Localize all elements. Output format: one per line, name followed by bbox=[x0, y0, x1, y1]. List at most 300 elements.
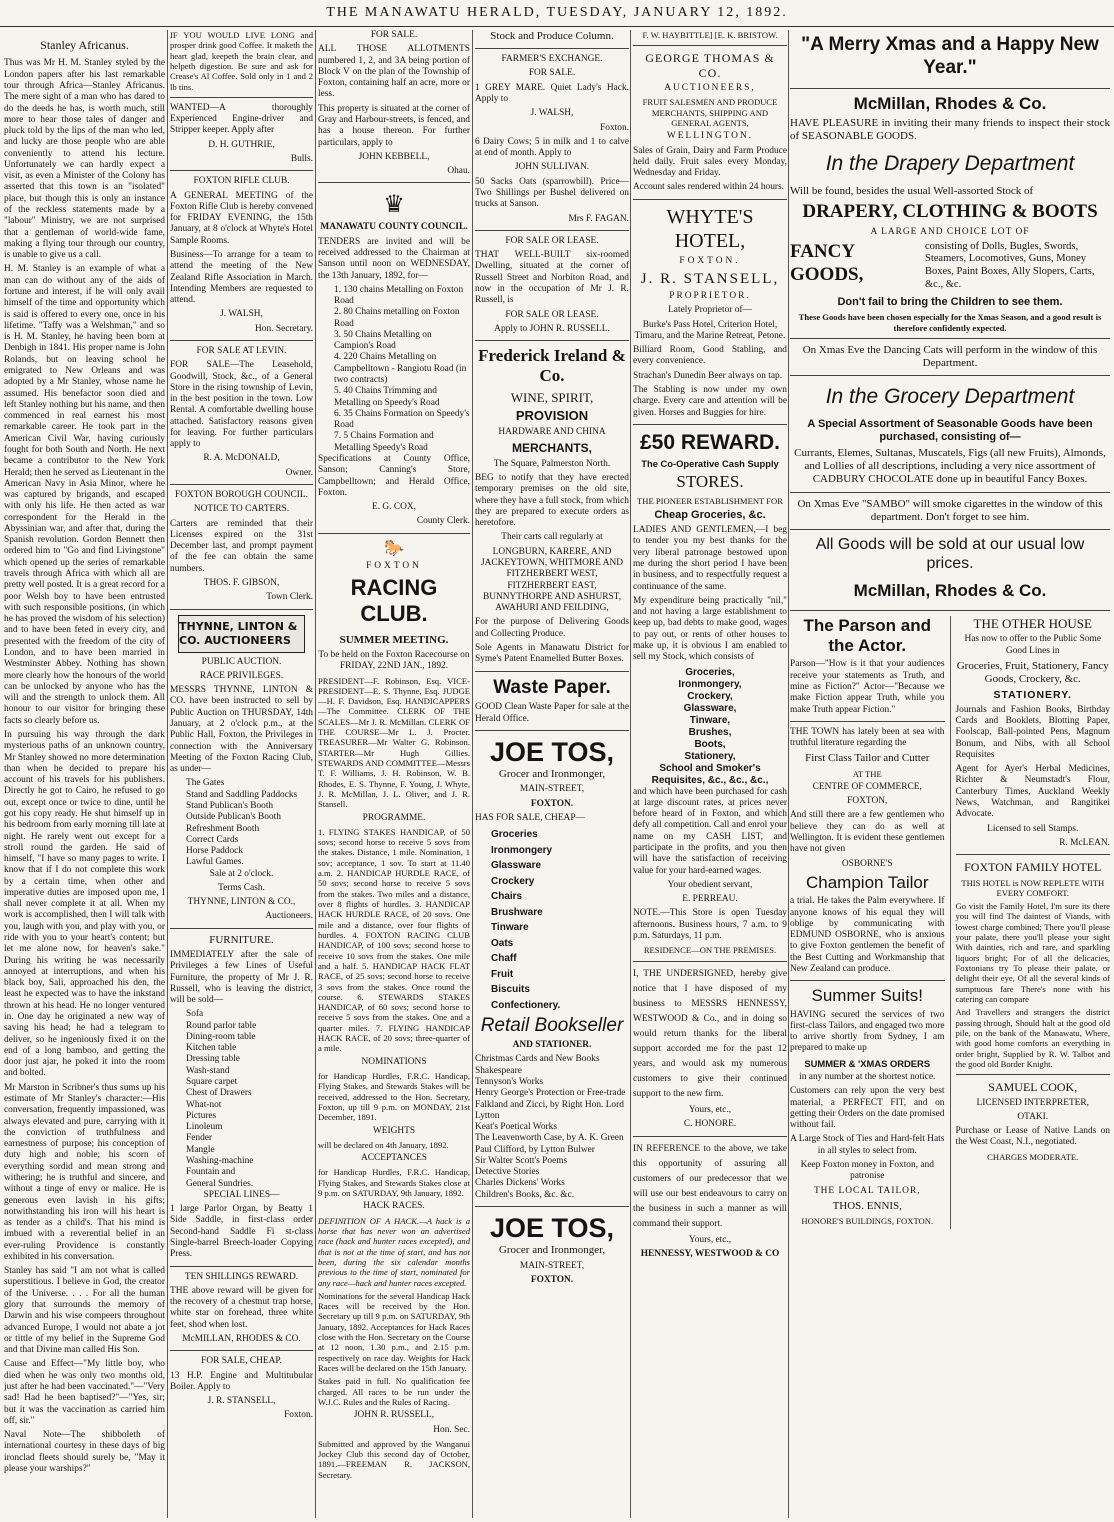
list-item: Children's Books, &c. &c. bbox=[475, 1189, 575, 1200]
lease-body: THAT WELL-BUILT six-roomed Dwelling, situated at the corner of Russell Street and Norbiton Road, and now in the occupation of Mr J. R. Russell, is bbox=[475, 250, 629, 306]
divider bbox=[633, 424, 787, 425]
retail-bookseller-sub: AND STATIONER. bbox=[512, 1040, 592, 1051]
ireland-agents: Sole Agents in Manawatu District for Syme's Patent Enamelled Butter Boxes. bbox=[475, 642, 629, 665]
ireland-carts: Their carts call regularly at bbox=[501, 532, 603, 543]
all-goods: All Goods will be sold at our usual low prices. bbox=[815, 535, 1085, 573]
mcmillan-title-2: McMillan, Rhodes & Co. bbox=[853, 581, 1047, 601]
list-item: Christmas Cards and New Books bbox=[475, 1054, 600, 1065]
hotel-stabling: The Stabling is now under my own charge. Every care and attention will be given. Horses and Buggies for hire. bbox=[633, 384, 787, 418]
divider bbox=[170, 928, 313, 929]
column-rule bbox=[472, 30, 473, 1518]
hardware-china: HARDWARE AND CHINA bbox=[498, 427, 606, 438]
stores-note: NOTE.—This Store is open Tuesday afternoons. Business hours, 7 a.m. to 9 p.m. Saturdays, 11 p.m. bbox=[633, 908, 787, 941]
list-item: Glassware bbox=[491, 860, 542, 872]
auctioneers-logo: THYNNE, LINTON & CO. AUCTIONEERS bbox=[178, 615, 305, 653]
list-item: Ironmongery, bbox=[678, 678, 742, 690]
rifle-club-body: Business—To arrange for a team to attend the meeting of the New Zealand Rifle Association in March. Intending Members are requested to attend. bbox=[170, 249, 313, 306]
fancy-goods-body: consisting of Dolls, Bugles, Swords, Steamers, Locomotives, Guns, Money Boxes, Paint Boxes, Ally Slopers, Carts, &c., &c. bbox=[925, 240, 1095, 290]
divider bbox=[633, 199, 787, 200]
sale-signature: JOHN KEBBELL, bbox=[358, 151, 430, 162]
list-item: Kitchen table bbox=[186, 1043, 237, 1054]
wellington: WELLINGTON. bbox=[666, 131, 754, 142]
bottom-right bbox=[951, 616, 1111, 1230]
auction-items bbox=[170, 778, 313, 868]
dancing-cats: On Xmas Eve the Dancing Cats will perform in the window of this Department. bbox=[802, 344, 1098, 370]
coffee-ad: IF YOU WOULD LIVE LONG and prosper drink good Coffee. It maketh the heart glad, keepeth the brain clear, and helpeth digestion. Be sure and ask for Crease's Al Coffee. Sold only in 1 and 2 lb tins. bbox=[170, 30, 313, 92]
divider bbox=[790, 610, 1110, 611]
article-paragraph: Naval Note—The shibboleth of international courtesy in these days of big ironclad fleets should surely be, "May it please your warships?" bbox=[4, 1430, 165, 1474]
divider bbox=[170, 1266, 313, 1267]
joe-tos-town-2: FOXTON. bbox=[530, 1274, 574, 1285]
tender-list bbox=[318, 285, 470, 454]
list-item: 3. 50 Chains Metalling on Campion's Road bbox=[334, 329, 432, 352]
divider bbox=[475, 730, 629, 731]
hack-races-heading: HACK RACES. bbox=[363, 1201, 425, 1212]
column-stanley-article bbox=[4, 30, 165, 1518]
lately-proprietor: Lately Proprietor of— bbox=[668, 305, 752, 316]
drapery-headline: DRAPERY, CLOTHING & BOOTS bbox=[802, 200, 1098, 222]
hack-approval: Submitted and approved by the Wanganui Jockey Club this second day of October, 1891.—FREEMAN R. JACKSON, Secretary. bbox=[318, 1438, 470, 1480]
divider bbox=[475, 671, 629, 672]
foxton: FOXTON, bbox=[847, 796, 888, 807]
list-item: The Leavenworth Case, by A. K. Green bbox=[475, 1133, 624, 1144]
family-hotel-verse: And Travellers and strangers the district passing through, Should halt at the good old pile, on the bank of the Manawatu, Where, with good home comforts an everything in order bright, Supplied by R. W. Talbot and the good old Border Knight. bbox=[955, 1007, 1110, 1069]
family-hotel-heading: FOXTON FAMILY HOTEL bbox=[964, 860, 1102, 875]
merchants: MERCHANTS, bbox=[512, 441, 592, 456]
list-item: 2. 80 Chains metalling on Foxton Road bbox=[334, 307, 460, 329]
divider bbox=[318, 533, 470, 534]
thos-ennis: THOS. ENNIS, bbox=[832, 1199, 902, 1212]
reference-notice: IN REFERENCE to the above, we take this opportunity of assuring all customers of our predecessor that we will use our best endeavours to carry on the business in such a manner as will command their support. bbox=[633, 1143, 787, 1229]
stock-item: 6 Dairy Cows; 5 in milk and 1 to calve at end of month. Apply to bbox=[475, 136, 629, 159]
list-item: Charles Dickens' Works bbox=[475, 1178, 565, 1189]
joe-tos-street-2: MAIN-STREET, bbox=[519, 1260, 585, 1271]
provision: PROVISION bbox=[515, 408, 589, 424]
divider bbox=[170, 97, 313, 98]
mclean-signature: R. McLEAN. bbox=[1059, 837, 1110, 848]
list-item: 1. 130 chains Metalling on Foxton Road bbox=[334, 284, 464, 307]
acceptances-heading: ACCEPTANCES bbox=[361, 1153, 427, 1164]
centre-of-commerce: CENTRE OF COMMERCE, bbox=[812, 781, 922, 792]
divider bbox=[170, 340, 313, 341]
article-paragraph: Stanley has said "I am not what is called superstitious. I believe in God, the creator of the Universe. . . . For all the human glory that surrounds the memory of Darwin and his wise compeers throughout advanced Europe, I would not abate a jot or tittle of my belief in the Supreme God and that Divine man called His Son. bbox=[4, 1266, 165, 1356]
list-item: Stand Publican's Booth bbox=[186, 800, 274, 811]
stores-cash: and which have been purchased for cash at large discount rates, at prices never before heard of in Foxton, and which defy all competition. Call and enrol your name on my CASH LIST, and participate in the profits, and you then will have the satisfaction of receiving value for your hard-earned wages. bbox=[633, 786, 787, 876]
coat-of-arms-icon: ♛ bbox=[383, 191, 405, 218]
stores-body: LADIES AND GENTLEMEN,—I beg to tender you my best thanks for the very liberal patronage bestowed upon me during the short period I have been in business, and to respectfully request a continuance of the same. bbox=[633, 525, 787, 592]
list-item: Correct Cards bbox=[186, 834, 239, 845]
cheap-heading: FOR SALE, CHEAP. bbox=[201, 1356, 282, 1367]
keep-foxton: Keep Foxton money in Foxton, and patronise bbox=[800, 1159, 934, 1182]
list-item: Dining-room table bbox=[186, 1031, 256, 1042]
list-item: Tennyson's Works bbox=[475, 1076, 544, 1087]
levin-signature: R. A. McDONALD, bbox=[203, 453, 280, 464]
joe-tos-street: MAIN-STREET, bbox=[519, 784, 585, 795]
bottom-two-columns bbox=[790, 616, 1110, 1230]
list-item: 7. 5 Chains Formation and Metalling Speedy's Road bbox=[334, 431, 434, 453]
list-item: Round parlor table bbox=[186, 1020, 257, 1031]
article-paragraph: In pursuing his way through the dark mysterious paths of an unknown country, Mr Stanley showed no more determination than when he decided to prepare his account of his travels for his publishers. Directly he got to Cairo, he refused to go out, except once or twice to dine, until he got his copy ready. He shut himself up in his bedroom from early morning till late at night. He rarely went out except for a stroll round the garden. He said of himself, "I have so many pages to write. I know that if I do not complete this work by a certain time, when other and imperative duties are imposed upon me, I shall never complete it at all. When my work is accomplished, then I will talk with you, laugh with you, and play with you, or ride with you to your heart's content; but let me alone now, for heaven's sake." During his writing he was necessarily annoyed at interruptions, and when his black boy, Sali, approached his den, the least he expected was to have the inkstand thrown at his head. He no longer ventured in. One day he originated a new way of saving his head; he had a telegram to deliver, so he ingeniously fixed it on the end of a long bamboo, and getting the door just ajar, he poked it into the room and bolted. bbox=[4, 729, 165, 1079]
list-item: Stand and Saddling Paddocks bbox=[186, 789, 298, 800]
hotel-billiard: Billiard Room, Good Stabling, and every convenience. bbox=[633, 345, 787, 367]
racehorse-icon: 🐎 bbox=[384, 539, 404, 557]
dont-fail: Don't fail to bring the Children to see them. bbox=[837, 296, 1063, 309]
osborne: OSBORNE'S bbox=[841, 858, 893, 869]
divider bbox=[790, 721, 945, 722]
sales-body: Sales of Grain, Dairy and Farm Produce held daily. Fruit sales every Monday, Wednesday and Friday. bbox=[633, 145, 787, 179]
masthead: THE MANAWATU HERALD, TUESDAY, JANUARY 12, 1892. bbox=[0, 0, 1114, 27]
divider bbox=[170, 609, 313, 610]
list-item: Biscuits bbox=[491, 984, 530, 996]
divider bbox=[475, 48, 629, 49]
divider bbox=[790, 88, 1110, 89]
samuel-cook: SAMUEL COOK, bbox=[988, 1080, 1078, 1095]
partners-line: F. W. HAYBITTLE] [E. K. BRISTOW. bbox=[642, 30, 778, 40]
auction-time: Sale at 2 o'clock. bbox=[209, 868, 274, 879]
joe-tos-items bbox=[475, 827, 629, 1013]
article-paragraph: Mr Marston in Scribner's thus sums up his estimate of Mr Stanley's character:—His conversation, frequently impassioned, was always elevated and pure, carrying with it the conviction of truthfulness and earnestness of purpose; his conception of duty high and noble; his scorn of everything sordid and mean strong and withering; he is truthful and sincere, and without a tinge of envy or malice. He is generous even lavish in his gifts; notwithstanding his iron will his heart is as tender as a child's. That his mind is imbued with a reverential belief in an ever-ruling Providence is constantly exhibited in his conversation. bbox=[4, 1082, 165, 1262]
hack-definition: DEFINITION OF A HACK.—A hack is a horse that has never won an advertised race (hack and hunter races excepted), and that is not at the time of start, and has not been, during the six calendar months previous to the time of start, nominated for any race—hack and hunter races excepted. bbox=[318, 1215, 470, 1288]
stock-item: 50 Sacks Oats (sparrowbill). Price—Two Shillings per Bushel delivered on trucks at Sanson. bbox=[475, 176, 629, 210]
stock-item-signature: Mrs F. FAGAN. bbox=[568, 213, 629, 224]
ties-body: A Large Stock of Ties and Hard-felt Hats in all styles to select from. bbox=[790, 1134, 945, 1156]
licensed-interpreter: LICENSED INTERPRETER, bbox=[976, 1097, 1089, 1108]
divider bbox=[790, 338, 1110, 339]
levin-heading: FOR SALE AT LEVIN. bbox=[196, 345, 287, 356]
list-item: Outside Publican's Booth bbox=[186, 812, 281, 823]
nominations-heading: NOMINATIONS bbox=[361, 1056, 427, 1067]
borough-body: Carters are reminded that their Licenses expired on the 31st December last, and prompt payment of the fee can obtain the same numbers. bbox=[170, 518, 313, 574]
account-sales: Account sales rendered within 24 hours. bbox=[633, 182, 785, 193]
stores-residence: RESIDENCE—ON THE PREMISES. bbox=[643, 945, 777, 956]
auction-signature: THYNNE, LINTON & CO., bbox=[187, 897, 296, 908]
list-item: Crockery bbox=[491, 875, 535, 887]
rifle-club-body: A GENERAL MEETING of the Foxton Rifle Club is hereby convened for FRIDAY EVENING, the 15th January, at 8 o'clock at Whyte's Hotel Sample Rooms. bbox=[170, 190, 313, 246]
list-item: Keat's Poetical Works bbox=[475, 1122, 557, 1133]
divider bbox=[790, 375, 1110, 376]
borough-role: Town Clerk. bbox=[266, 592, 313, 603]
list-item: Oats bbox=[491, 937, 514, 949]
cheap-signature: J. R. STANSELL, bbox=[207, 1396, 276, 1407]
george-thomas-title: GEORGE THOMAS & CO. bbox=[645, 51, 775, 80]
borough-signature: THOS. F. GIBSON, bbox=[203, 578, 280, 588]
furniture-body: IMMEDIATELY after the sale of Privileges a few Lines of Useful Furniture, the property of Mr J. R. Russell, who is leaving the district, will be sold— bbox=[170, 949, 313, 1006]
book-list bbox=[475, 1054, 629, 1201]
grocery-currants: Currants, Elemes, Sultanas, Muscatels, Figs (all new Fruits), Almonds, and Lollies of all descriptions, including a very nice assortment of CADBURY CHOCOLATE done up in beautiful Fancy Boxes. bbox=[794, 446, 1106, 486]
auction-role: Auctioneers. bbox=[265, 911, 313, 922]
summer-suits: Summer Suits! bbox=[811, 986, 923, 1006]
sale-body: This property is situated at the corner of Gray and Harbour-streets, is fenced, and has a house thereon. For further particulars, apply to bbox=[318, 103, 470, 148]
whytes-hotel-title: WHYTE'S HOTEL, bbox=[666, 205, 754, 252]
divider bbox=[318, 182, 470, 183]
waste-paper-body: GOOD Clean Waste Paper for sale at the Herald Office. bbox=[475, 702, 629, 724]
stores-goods bbox=[633, 667, 787, 787]
divider bbox=[475, 1206, 629, 1207]
list-item: Linoleum bbox=[186, 1122, 223, 1133]
weights-heading: WEIGHTS bbox=[372, 1125, 416, 1136]
bottom-left bbox=[790, 616, 951, 1230]
ireland-purpose: For the purpose of Delivering Goods and Collecting Produce. bbox=[475, 617, 629, 639]
summer-orders: SUMMER & 'XMAS ORDERS bbox=[804, 1057, 931, 1069]
auction-terms: Terms Cash. bbox=[218, 882, 265, 893]
drapery-found: Will be found, besides the usual Well-assorted Stock of bbox=[790, 184, 1034, 197]
council-heading: MANAWATU COUNTY COUNCIL. bbox=[320, 222, 468, 233]
list-item: What-not bbox=[186, 1099, 222, 1110]
divider bbox=[170, 484, 313, 485]
frederick-ireland-title: Frederick Ireland & Co. bbox=[478, 346, 626, 386]
list-item: 6. 35 Chains Formation on Speedy's Road bbox=[334, 408, 470, 431]
farmers-exchange: FARMER'S EXCHANGE. bbox=[501, 54, 603, 65]
levin-body: FOR SALE—The Leasehold, Goodwill, Stock, &c., of a General Store in the rising township of Levin, in the best position in the town. Low Rental. A comfortable dwelling house attached. Satisfactory reasons given for leaving. For further particulars apply to bbox=[170, 360, 313, 450]
reward-title: £50 REWARD. bbox=[639, 430, 781, 454]
list-item: Falkland and Zicci, by Right Hon. Lord Lytton bbox=[475, 1099, 624, 1121]
reward-body: THE above reward will be given for the recovery of a chestnut trap horse, white star on forehead, three white feet, shod when lost. bbox=[170, 1285, 313, 1330]
undersigned-signoff: Yours, etc., bbox=[688, 1104, 732, 1115]
divider bbox=[170, 170, 313, 171]
list-item: Crockery, bbox=[687, 690, 733, 702]
wanted-place: Bulls. bbox=[290, 154, 313, 164]
racing-club-town: FOXTON bbox=[366, 560, 422, 571]
divider bbox=[956, 1074, 1111, 1075]
lease-for-sale: FOR SALE OR LEASE. bbox=[505, 309, 599, 320]
list-item: Fountain and bbox=[186, 1167, 236, 1178]
joe-tos-title-2: JOE TOS, bbox=[489, 1213, 615, 1244]
list-item: Tinware, bbox=[689, 714, 731, 726]
summer-meeting-heading: SUMMER MEETING. bbox=[339, 633, 449, 646]
sale-body: ALL THOSE ALLOTMENTS numbered 1, 2, and 3A being portion of Block V on the plan of the Township of Foxton, containing half an acre, more or less. bbox=[318, 44, 470, 100]
list-item: Groceries bbox=[491, 829, 538, 841]
stores-signature: E. PERREAU. bbox=[682, 894, 738, 905]
rifle-club-role: Hon. Secretary. bbox=[255, 323, 313, 334]
council-role: County Clerk. bbox=[416, 516, 470, 527]
stock-item-signature: J. WALSH, bbox=[530, 108, 574, 119]
list-item: Wash-stand bbox=[186, 1065, 230, 1076]
charges-moderate: CHARGES MODERATE. bbox=[987, 1151, 1079, 1162]
divider bbox=[170, 1350, 313, 1351]
lease-heading: FOR SALE OR LEASE. bbox=[505, 235, 599, 246]
stock-item: 1 GREY MARE. Quiet Lady's Hack. Apply to bbox=[475, 82, 629, 105]
ireland-address: The Square, Palmerston North. bbox=[493, 458, 611, 469]
parson-heading: The Parson and the Actor. bbox=[803, 615, 932, 656]
divider bbox=[475, 340, 629, 341]
xmas-greeting: "A Merry Xmas and a Happy New Year." bbox=[801, 34, 1099, 78]
reference-signoff: Yours, etc., bbox=[688, 1234, 732, 1245]
sale-place: Ohau. bbox=[447, 166, 470, 177]
grocery-department: In the Grocery Department bbox=[825, 385, 1075, 409]
list-item: Detective Stories bbox=[475, 1167, 540, 1178]
list-item: Glassware, bbox=[683, 702, 737, 714]
levin-role: Owner. bbox=[285, 467, 313, 478]
divider bbox=[633, 1136, 787, 1137]
ireland-body: BEG to notify that they have erected temporary premises on the old site, where they have a full stock, from which they are prepared to execute orders as heretofore. bbox=[475, 473, 629, 529]
divider bbox=[956, 854, 1111, 855]
list-item: Dressing table bbox=[186, 1054, 240, 1065]
having-body: HAVING secured the services of two first-class Tailors, and engaged two more to arrive shortly from Sydney, I am prepared to make up bbox=[790, 1009, 945, 1054]
lately-hotels: Burke's Pass Hotel, Criterion Hotel, Timaru, and the Marine Retreat, Petone. bbox=[634, 319, 786, 341]
column-stock-produce bbox=[475, 30, 629, 1518]
family-hotel-sub: THIS HOTEL is NOW REPLETE WITH EVERY COMFORT. bbox=[961, 877, 1105, 898]
list-item: 4. 220 Chains Metalling on Campbelltown - Rangiotu Road (in two contracts) bbox=[334, 352, 467, 386]
fruit-salesmen: FRUIT SALESMEN AND PRODUCE MERCHANTS, SHIPPING AND GENERAL AGENTS, bbox=[642, 97, 778, 128]
pioneer-line: THE PIONEER ESTABLISHMENT FOR bbox=[637, 495, 783, 506]
other-house-heading: THE OTHER HOUSE bbox=[973, 615, 1092, 631]
council-signature: E. G. COX, bbox=[371, 502, 416, 513]
list-item: Stationery, bbox=[684, 750, 736, 762]
still-body: And still there are a few gentlemen who believe they can do as well at Wellington. It is evident these gentlemen have not given bbox=[790, 810, 945, 855]
coop-title: The Co-Operative Cash Supply bbox=[641, 458, 779, 469]
reward-signature: McMILLAN, RHODES & CO. bbox=[182, 1333, 301, 1344]
borough-heading: FOXTON BOROUGH COUNCIL. bbox=[175, 490, 308, 501]
list-item: 5. 40 Chains Trimming and Metalling on Speedy's Road bbox=[334, 386, 440, 408]
wanted-ad: WANTED—A thoroughly Experienced Engine-driver and Stripper keeper. Apply after bbox=[170, 102, 313, 136]
rifle-club-signature: J. WALSH, bbox=[220, 309, 263, 320]
column-rule bbox=[167, 30, 168, 1518]
special-lines-body: 1 large Parlor Organ, by Beatty 1 Side Saddle, in first-class order Second-hand Saddle Fi st-class Single-barrel Breech-loader Copying Press. bbox=[170, 1204, 313, 1260]
wine-spirit: WINE, SPIRIT, bbox=[510, 389, 594, 405]
list-item: Tinware bbox=[491, 922, 529, 934]
stores-body: My expenditure being practically "nil," and not having a large establishment to keep up, bad debts to make good, wages to pay out, or rents of other houses to make up, it is obvious I am enabled to sell my Stock, which consists of bbox=[633, 595, 787, 663]
customers-body: Customers can rely upon the very best material, a PERFECT FIT, and on getting their Orders on the date promised without fail. bbox=[790, 1086, 945, 1131]
wanted-signature: D. H. GUTHRIE, bbox=[208, 139, 275, 150]
rifle-club-heading: FOXTON RIFLE CLUB. bbox=[193, 176, 290, 187]
weights-body: will be declared on 4th January, 1892. bbox=[318, 1139, 449, 1150]
officials-list: PRESIDENT—F. Robinson, Esq. VICE-PRESIDENT—E. S. Thynne, Esq. JUDGE—H. F. Davidson, Esq. HANDICAPPERS—The Committee. CLERK OF THE SCALES—Mr J. R. McMillan. CLERK OF THE COURSE—Mr L. J. Procter. TREASURER—Mr Walter G. Robinson. STARTER—Mr Hugh Gillies. STEWARDS AND COMMITTEE—Messrs T. F. Williams, J. H. Robinson, W. B. Rhodes, E. S. Thynne, F. Young, J. Whyte, J. R. McMillan, J. L. Oliver, and J. R. Stansell. bbox=[318, 675, 470, 810]
stock-item-place: Foxton. bbox=[600, 122, 629, 133]
list-item: Shakespeare bbox=[475, 1065, 522, 1076]
local-tailor: THE LOCAL TAILOR, bbox=[813, 1185, 921, 1196]
column-mcmillan-rhodes bbox=[790, 30, 1110, 1518]
first-class-tailor: First Class Tailor and Cutter bbox=[805, 752, 930, 765]
list-item: The Gates bbox=[186, 778, 225, 789]
list-item: Fender bbox=[186, 1133, 213, 1144]
undersigned-notice: I, THE UNDERSIGNED, hereby give notice that I have disposed of my business to MESSRS HENNESSY, WESTWOOD & Co., and in doing so would return thanks for the liberal support accorded me for the past 12 years, and would ask my numerous customers to give their continued support to the new firm. bbox=[633, 968, 787, 1099]
retail-bookseller-heading: Retail Bookseller bbox=[480, 1015, 624, 1037]
special-lines-heading: SPECIAL LINES— bbox=[203, 1189, 280, 1200]
sale-heading: FOR SALE. bbox=[370, 30, 418, 40]
column-council-racing bbox=[318, 30, 470, 1518]
parson-body: Parson—"How is it that your audiences receive your statements as Truth, and mine as Fiction?" Actor—"Because we make Fiction appear Truth, while you make Truth appear Fiction." bbox=[790, 659, 945, 715]
mcmillan-title: McMillan, Rhodes & Co. bbox=[853, 93, 1047, 113]
programme-heading: PROGRAMME. bbox=[362, 812, 426, 823]
list-item: Mangle bbox=[186, 1144, 215, 1155]
list-item: Boots, bbox=[694, 738, 726, 750]
column-rule bbox=[315, 30, 316, 1518]
reward-heading: TEN SHILLINGS REWARD. bbox=[184, 1271, 299, 1282]
races-list: 1. FLYING STAKES HANDICAP, of 50 sovs; second horse to receive 5 sovs from the stakes. Distance, 1 mile. Nomination, 1 sov; acceptance, 1 sov. To start at 11.40 a.m. 2. HANDICAP HURDLE RACE, of 50 sovs; second horse to receive 5 sovs from the stakes. Two miles and a distance, over 8 flights of hurdles. 3. HANDICAP HACK HURDLE RACE, of 20 sovs. One mile and a distance, over four flights of hurdles. 4. FOXTON RACING CLUB HANDICAP, of 100 sovs; second horse to receive 10 sovs from the stakes. One mile and a half. 5. HANDICAP HACK FLAT RACE, of 25 sovs; second horse to receive 3 sovs from the stakes. Once round the course. 6. STEWARDS STAKES HANDICAP, of 60 sovs; second horse to receive 5 sovs from the stakes. One and a quarter miles. 7. FLYING HANDICAP HACK RACE, of 20 sovs; three-quarter of a mile. bbox=[318, 826, 470, 1054]
column-rule bbox=[788, 30, 789, 1518]
list-item: Washing-machine bbox=[186, 1156, 254, 1166]
large-lot: A LARGE AND CHOICE LOT OF bbox=[870, 226, 1030, 237]
meeting-date: To be held on the Foxton Racecourse on FRIDAY, 22ND JAN., 1892. bbox=[318, 649, 470, 672]
other-house-body: Has now to offer to the Public Some Good Lines in bbox=[964, 634, 1102, 656]
undersigned-signature: C. HONORE. bbox=[683, 1119, 737, 1130]
article-paragraph: Thus was Mr H. M. Stanley styled by the London papers after his last remarkable tour through Africa—Stanley Africanus. The mere sight of a man who has dared to do the deeds he has, is worth much, still more to hear those tales of danger and pluck told by the lips of the man who led, and lucky are those people who are able conveniently to attend his lecture. Unfortunately we can hardly expect a visit, as even a Minister of the Colony has asserted that this town is an "isolated" place, but though this is only an instance of the reckless statements made by a "labour" Ministry, we are not surprised that a gentleman of world-wide fame, making a flying tour through our country, is unable to give us a call. bbox=[4, 58, 165, 261]
furniture-items bbox=[170, 1009, 313, 1190]
list-item: Chairs bbox=[491, 891, 523, 903]
whytes-hotel-town: FOXTON. bbox=[679, 255, 741, 266]
divider bbox=[633, 45, 787, 46]
racing-club-title: RACING CLUB. bbox=[350, 574, 438, 627]
nominations-body: for Handicap Hurdles, F.R.C. Handicap, Flying Stakes, and Stewards Stakes will be received, addressed to the Hon. Secretary, Foxton, up till 9 p.m. on MONDAY, 21st December, 1891. bbox=[318, 1071, 470, 1123]
list-item: Lawful Games. bbox=[186, 857, 244, 868]
stationery-body: Journals and Fashion Books, Birthday Cards and Booklets, Blotting Paper, Foolscap, Ball-pointed Pens, Magnum Bonum, and Nibs, with all School Requisites bbox=[955, 704, 1110, 760]
proprietor: PROPRIETOR. bbox=[669, 291, 751, 301]
auction-heading: PUBLIC AUCTION. bbox=[201, 656, 282, 667]
article-paragraph: H. M. Stanley is an example of what a man can do without any of the aids of fortune and interest, if he will only avail himself of the time and opportunity which is said is offered to every one, once in his lifetime. "Taffy was a Welshman," and so is H. M. Stanley, he having been born at Denbigh in 1841. His proper name is John Rolands, but on leaving school he emigrated to New Orleans and was adopted by a Mr Stanley, whose name he assumed. His benefactor soon died and left Stanley nothing but his name, and then commenced in real earnest his most remarkable career. He took part in the American Civil War, having curiously fought for both South and North. He next became a contributor to the New York Herald; then he served as Lieutenant in the American Navy in Asia Minor, where he was captured by brigands, and escaped with only his life. He then acted as war correspondent for the Herald in the Abyssinian war, and after that, during the Spanish revolution. Gordon Bennett then ordered him to "Go and find Livingstone" which opened up the series of remarkable travels through Africa with which all are pretty well posted. It is a great record for a poor Welsh boy to have been entrusted with such responsible positions, (in which he has proved the wisdom of his selection) and to have been feted in every city, and presented with the freedom of the city of London, and to have been married in Westminster Abbey. Nothing has shown more clearly how the honours of the world can be unlocked by anyone who has the will and the strength to unlock them. All honour to our visitor for bringing these facts so clearly before us. bbox=[4, 264, 165, 726]
stock-column-heading: Stock and Produce Column. bbox=[490, 30, 614, 42]
council-specifications: Specifications at County Office, Sanson; Canning's Store, Campbelltown; and Herald Office, Foxton. bbox=[318, 454, 470, 498]
sambo: On Xmas Eve "SAMBO" will smoke cigarettes in the window of this department. Don't forget to see him. bbox=[797, 497, 1103, 523]
list-item: Chaff bbox=[491, 953, 517, 965]
list-item: Fruit bbox=[491, 968, 514, 980]
list-item: Ironmongery bbox=[491, 844, 553, 856]
stamps: Licensed to sell Stamps. bbox=[987, 823, 1079, 834]
divider bbox=[475, 230, 629, 231]
hack-stakes: Stakes paid in full. No qualification fee charged. All races to be run under the W.J.C. Rules and the Rules of Racing. bbox=[318, 1376, 470, 1407]
list-item: Refreshment Booth bbox=[186, 823, 260, 834]
furniture-heading: FURNITURE. bbox=[209, 933, 274, 946]
auctioneers-heading: AUCTIONEERS, bbox=[664, 83, 756, 94]
champion-tailor: Champion Tailor bbox=[805, 872, 929, 892]
lease-apply: Apply to JOHN R. RUSSELL. bbox=[494, 323, 610, 334]
list-item: School and Smoker's Requisites, &c., &c., &c., bbox=[651, 762, 769, 786]
list-item: General Sundries. bbox=[186, 1178, 254, 1189]
grocery-special: A Special Assortment of Seasonable Goods have been purchased, consisting of— bbox=[807, 417, 1093, 443]
hack-signature: JOHN R. RUSSELL, bbox=[353, 1410, 435, 1421]
xmas-goods: These Goods have been chosen especially for the Xmas Season, and a good result is therefore confidently expected. bbox=[798, 312, 1102, 333]
list-item: Confectionery. bbox=[491, 999, 561, 1011]
family-hotel-verse: Go visit the Family Hotel, I'm sure its there you will find The daintest of Viands, with lowest charge combined; There you'll please your palate, there you'll please your sight With dainties, rich and rare, and sparkling liquors bright; For of all the delicacies, Foxtonians try To please their palate, or delight their eye, Of all the several kinds of sumptuous fare There's none with his catering can compare bbox=[955, 901, 1110, 1004]
list-item: Henry George's Protection or Free-trade bbox=[475, 1088, 626, 1099]
joe-tos-subtitle-2: Grocer and Ironmonger, bbox=[498, 1244, 606, 1257]
article-title: Stanley Africanus. bbox=[40, 38, 129, 52]
hack-nominations: Nominations for the several Handicap Hack Races will be received by the Hon. Secretary up till 9 p.m. on SATURDAY, 9th January, 1892. Acceptances for Hack Races close with the Hon. Secretary on the Course at 12 noon, 1.30 p.m., and 2.15 p.m. respectively on race day. Weights for Hack Races will be declared on the 15th January. bbox=[318, 1290, 470, 1374]
cheap-place: Foxton. bbox=[284, 1410, 313, 1421]
list-item: Square carpet bbox=[186, 1077, 238, 1088]
waste-paper-heading: Waste Paper. bbox=[493, 676, 611, 698]
for-sale-heading: FOR SALE. bbox=[528, 68, 576, 79]
purchase-lease: Purchase or Lease of Native Lands on the West Coast, N.I., negotiated. bbox=[955, 1126, 1110, 1148]
stansell-name: J. R. STANSELL, bbox=[640, 271, 780, 287]
ireland-places: LONGBURN, KARERE, AND JACKEYTOWN, WHITMORE AND FITZHERBERT WEST, FITZHERBERT EAST, BUNNYTHORPE AND ASHURST, AWAHURI AND FEILDING, bbox=[480, 546, 624, 614]
joe-tos-town: FOXTON. bbox=[530, 798, 574, 809]
list-item: Horse Paddock bbox=[186, 846, 244, 857]
stock-item-signature: JOHN SULLIVAN. bbox=[514, 162, 590, 173]
stores-title: STORES. bbox=[676, 472, 744, 492]
town-body: THE TOWN has lately been at sea with truthful literature regarding the bbox=[790, 726, 945, 749]
auction-body: MESSRS THYNNE, LINTON & CO. have been instructed to sell by Public Auction on THURSDAY, 14th January, at 2 o'clock p.m., at the Public Hall, Foxton, the Privileges in connection with the Anniversary Meeting of the Foxton Racing Club, as under— bbox=[170, 685, 313, 775]
joe-tos-title: JOE TOS, bbox=[489, 736, 615, 767]
list-item: Sir Walter Scott's Poems bbox=[475, 1155, 568, 1166]
cheap-body: 13 H.P. Engine and Multitubular Boiler. Apply to bbox=[170, 1370, 313, 1392]
borough-subheading: NOTICE TO CARTERS. bbox=[193, 504, 290, 515]
divider bbox=[790, 492, 1110, 493]
hack-role: Hon. Sec. bbox=[433, 1424, 470, 1435]
reference-signature: HENNESSY, WESTWOOD & CO bbox=[640, 1249, 780, 1260]
divider bbox=[633, 961, 787, 962]
divider bbox=[790, 980, 945, 981]
council-body: TENDERS are invited and will be received addressed to the Chairman at Sanson until noon on WEDNESDAY, the 13th January, 1892, for— bbox=[318, 236, 470, 281]
ennis-address: HONORE'S BUILDINGS, FOXTON. bbox=[801, 1216, 934, 1227]
column-notices bbox=[170, 30, 313, 1518]
article-paragraph: Cause and Effect—"My little boy, who died when he was only two months old, just after he had been vaccinated."—"Very sad! Had he been baptised?"—"Yes, sir; but it was the vaccination as carried him off, sir." bbox=[4, 1359, 165, 1426]
list-item: Brushware bbox=[491, 906, 543, 918]
stationery-heading: STATIONERY. bbox=[993, 689, 1072, 702]
list-item: Groceries, bbox=[685, 666, 735, 678]
drapery-department: In the Drapery Department bbox=[825, 152, 1075, 176]
trial-body: a trial. He takes the Palm everywhere. If anyone knows of his equal they will oblige by communicating with EDMUND OSBORNE, who is anxious to give Foxton gentlemen the benefit of the Best Cutting and Workmanship that New Zealand can produce. bbox=[790, 896, 945, 974]
stores-signoff: Your obedient servant, bbox=[667, 879, 753, 890]
